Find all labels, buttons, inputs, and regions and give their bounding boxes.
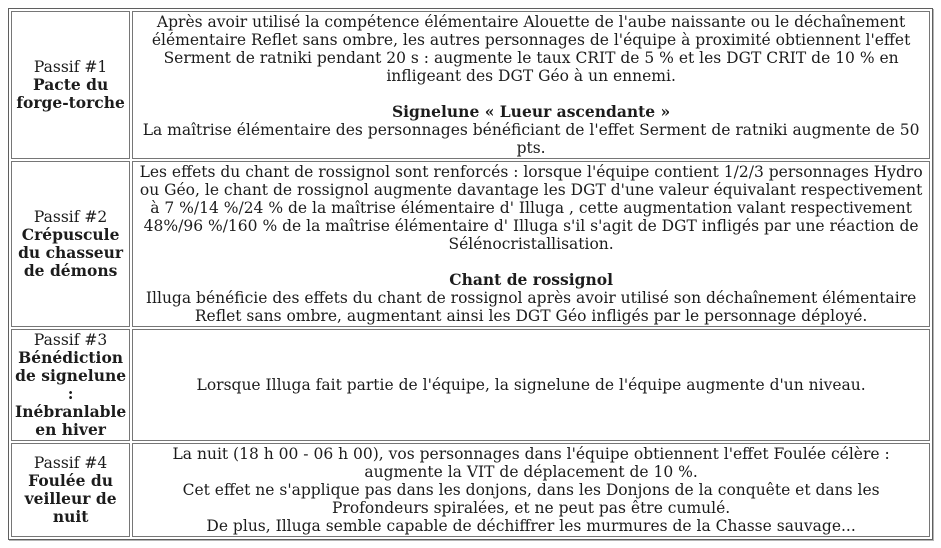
passive-name-cell bbox=[11, 11, 130, 159]
passive-label: Passif #3 bbox=[33, 331, 108, 349]
table-row bbox=[11, 443, 930, 537]
passives-table-body bbox=[11, 11, 930, 537]
description-text: Cet effet ne s'applique pas dans les donjons, dans les Donjons de la conquête et dans les Profondeurs spiralées, et ne peut pas être cumulé. bbox=[182, 481, 880, 517]
passive-name bbox=[15, 349, 126, 439]
passive-name-line: Bénédiction bbox=[18, 348, 124, 367]
passive-name-cell bbox=[11, 443, 130, 537]
description-text: Lorsque Illuga fait partie de l'équipe, la signelune de l'équipe augmente d'un niveau. bbox=[196, 376, 866, 394]
passive-name-line: nuit bbox=[52, 507, 89, 526]
passive-name-line: Pacte du bbox=[32, 75, 109, 94]
passive-name-line: du chasseur bbox=[18, 243, 124, 262]
blank-line bbox=[136, 253, 926, 271]
passive-name-line: veilleur de bbox=[24, 489, 117, 508]
description-heading: Signelune « Lueur ascendante » bbox=[391, 102, 671, 121]
passive-description-cell bbox=[132, 11, 930, 159]
passive-label: Passif #1 bbox=[33, 58, 108, 76]
passives-table bbox=[8, 8, 933, 540]
table-row bbox=[11, 329, 930, 441]
description-text: Illuga bénéficie des effets du chant de rossignol après avoir utilisé son déchaînement élémentaire Reflet sans ombre, augmentant ainsi les DGT Géo infligés par le personnage déployé. bbox=[145, 289, 917, 325]
passive-name bbox=[15, 76, 126, 112]
table-row bbox=[11, 161, 930, 327]
passive-label: Passif #4 bbox=[33, 454, 108, 472]
passive-name-line: Inébranlable bbox=[15, 402, 127, 421]
passive-name-cell bbox=[11, 329, 130, 441]
description-text: De plus, Illuga semble capable de déchiffrer les murmures de la Chasse sauvage... bbox=[206, 517, 856, 535]
passive-name-line: Foulée du bbox=[28, 471, 114, 490]
passive-description-cell bbox=[132, 161, 930, 327]
description-text: Après avoir utilisé la compétence élémentaire Alouette de l'aube naissante ou le déchaînement élémentaire Reflet sans ombre, les autres personnages de l'équipe à proximité obtiennent l'effet Serment de ratniki pendant 20 s : augmente le taux CRIT de 5 % et les DGT CRIT de 10 % en infligeant des DGT Géo à un ennemi. bbox=[151, 13, 911, 85]
passive-name bbox=[15, 226, 126, 280]
passive-description-cell bbox=[132, 443, 930, 537]
passive-name-line: en hiver bbox=[35, 420, 106, 439]
table-row bbox=[11, 11, 930, 159]
description-text: La maîtrise élémentaire des personnages bénéficiant de l'effet Serment de ratniki augmente de 50 pts. bbox=[142, 121, 920, 157]
description-text: Les effets du chant de rossignol sont renforcés : lorsque l'équipe contient 1/2/3 personnages Hydro ou Géo, le chant de rossignol augmente davantage les DGT d'une valeur équivalant respectivement à 7 %/14 %/24 % de la maîtrise élémentaire d' Illuga , cette augmentation valant respectivement 48%/96 %/160 % de la maîtrise élémentaire d' Illuga s'il s'agit de DGT infligés par une réaction de Sélénocristallisation. bbox=[139, 163, 923, 253]
passive-name-line: de démons bbox=[23, 261, 118, 280]
passive-name-line: Crépuscule bbox=[21, 225, 120, 244]
passive-name-line: forge-torche bbox=[16, 93, 125, 112]
description-heading: Chant de rossignol bbox=[449, 270, 613, 289]
passive-name-cell bbox=[11, 161, 130, 327]
passive-description-cell bbox=[132, 329, 930, 441]
passive-name bbox=[15, 472, 126, 526]
description-text: La nuit (18 h 00 - 06 h 00), vos personnages dans l'équipe obtiennent l'effet Foulée célère : augmente la VIT de déplacement de 10 %. bbox=[172, 445, 890, 481]
passive-label: Passif #2 bbox=[33, 208, 108, 226]
blank-line bbox=[136, 85, 926, 103]
passive-name-line: de signelune bbox=[15, 366, 127, 385]
passive-name-line: : bbox=[67, 384, 74, 403]
